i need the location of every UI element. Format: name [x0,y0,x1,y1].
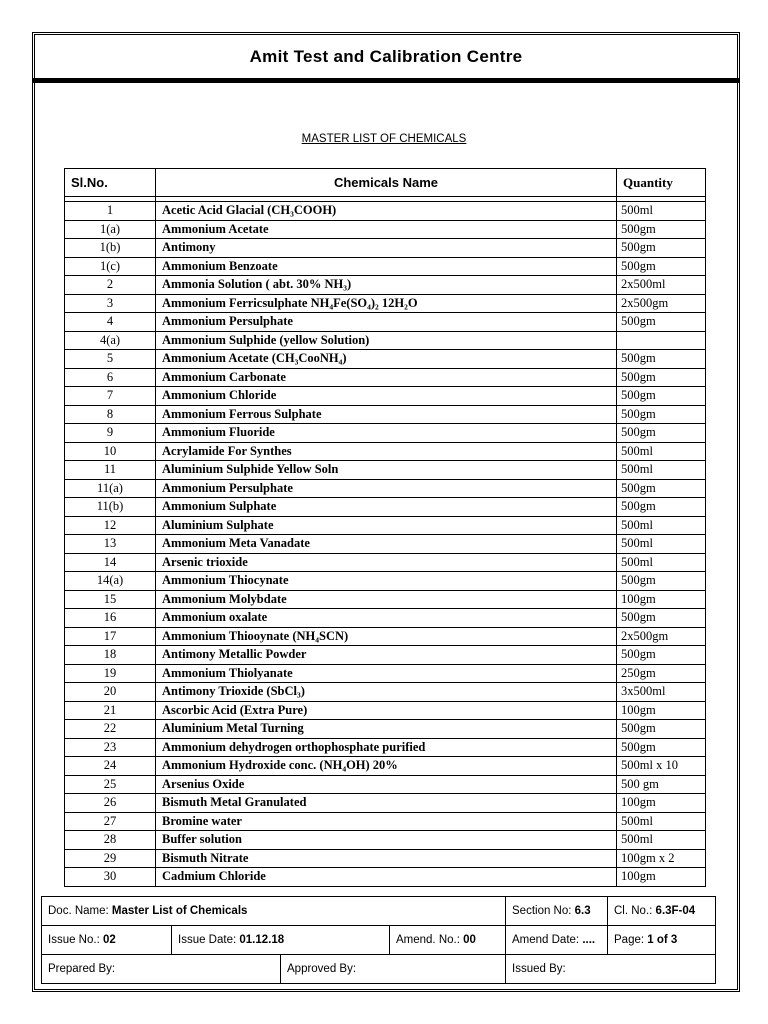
table-row [65,812,706,831]
approved-by-label: Approved By: [287,963,357,975]
chemical-name-cell: Ammonium Acetate [156,220,617,239]
prepared-by-cell [42,955,281,984]
quantity-cell: 500ml [617,442,706,461]
chemical-name-cell: Ammonium Chloride [156,387,617,406]
sl-cell: 29 [65,849,156,868]
quantity-cell: 100gm [617,701,706,720]
quantity-cell: 500ml [617,202,706,221]
sl-cell: 21 [65,701,156,720]
quantity-cell: 500ml [617,553,706,572]
quantity-cell: 2x500gm [617,294,706,313]
cl-no-cell [608,897,716,926]
sl-cell: 19 [65,664,156,683]
quantity-cell: 100gm [617,868,706,887]
quantity-cell: 500gm [617,405,706,424]
sl-cell: 1 [65,202,156,221]
column-header-quantity: Quantity [617,169,706,197]
chemical-name-cell: Buffer solution [156,831,617,850]
sl-cell: 24 [65,757,156,776]
quantity-cell [617,331,706,350]
amend-no-label: Amend. No.: [396,934,464,946]
issue-no-label: Issue No.: [48,934,103,946]
sl-cell: 15 [65,590,156,609]
issue-no-cell [42,926,172,955]
page-value: 1 of 3 [647,934,678,946]
quantity-cell: 500gm [617,572,706,591]
table-row [65,442,706,461]
document-header [34,34,738,80]
chemical-name-cell: Ammonium Sulphate [156,498,617,517]
chemical-name-cell: Ammonium dehydrogen orthophosphate purified [156,738,617,757]
amend-date-label: Amend Date: [512,934,583,946]
sl-cell: 11(a) [65,479,156,498]
sl-cell: 1(c) [65,257,156,276]
doc-name-value: Master List of Chemicals [111,905,248,917]
sl-cell: 11(b) [65,498,156,517]
chemical-name-cell: Ammonium Acetate (CH₃CooNH₄) [156,350,617,369]
quantity-cell: 2x500ml [617,276,706,295]
table-row [65,350,706,369]
table-row [65,498,706,517]
quantity-cell: 500gm [617,220,706,239]
chemical-name-cell: Ammonium Thiooynate (NH₄SCN) [156,627,617,646]
chemical-name-cell: Aluminium Metal Turning [156,720,617,739]
chemical-name-cell: Acrylamide For Synthes [156,442,617,461]
quantity-cell: 500gm [617,239,706,258]
table-row [65,202,706,221]
chemical-name-cell: Ammonium Thiocynate [156,572,617,591]
quantity-cell: 500 gm [617,775,706,794]
chemical-name-cell: Ammonium Meta Vanadate [156,535,617,554]
table-row [65,331,706,350]
table-row [65,572,706,591]
table-row [65,220,706,239]
quantity-cell: 2x500gm [617,627,706,646]
table-row [65,794,706,813]
sl-cell: 1(b) [65,239,156,258]
issued-by-label: Issued By: [512,963,566,975]
quantity-cell: 500gm [617,424,706,443]
doc-name-cell [42,897,506,926]
sl-cell: 8 [65,405,156,424]
table-row [65,868,706,887]
table-row [65,368,706,387]
table-row [65,294,706,313]
table-header-row [65,169,706,197]
quantity-cell: 500gm [617,738,706,757]
quantity-cell: 500gm [617,479,706,498]
quantity-cell: 100gm [617,794,706,813]
sl-cell: 26 [65,794,156,813]
column-header-slno: Sl.No. [65,169,156,197]
quantity-cell: 500gm [617,257,706,276]
approved-by-cell [281,955,506,984]
quantity-cell: 100gm x 2 [617,849,706,868]
quantity-cell: 500gm [617,646,706,665]
table-row [65,424,706,443]
chemical-name-cell: Ammonium Carbonate [156,368,617,387]
quantity-cell: 500gm [617,350,706,369]
issue-date-cell [172,926,390,955]
cl-no-value: 6.3F-04 [655,905,696,917]
page-label: Page: [614,934,648,946]
issue-date-label: Issue Date: [178,934,240,946]
table-row [65,257,706,276]
chemical-name-cell: Aluminium Sulphide Yellow Soln [156,461,617,480]
chemical-name-cell: Antimony Trioxide (SbCl₃) [156,683,617,702]
quantity-cell: 500ml [617,516,706,535]
quantity-cell: 100gm [617,590,706,609]
chemical-name-cell: Ammonium oxalate [156,609,617,628]
chemical-name-cell: Antimony Metallic Powder [156,646,617,665]
sl-cell: 25 [65,775,156,794]
chemical-name-cell: Ammonium Fluoride [156,424,617,443]
table-row [65,387,706,406]
issue-no-value: 02 [102,934,116,946]
quantity-cell: 500ml [617,461,706,480]
column-header-name: Chemicals Name [156,169,617,197]
chemical-name-cell: Ammonium Thiolyanate [156,664,617,683]
sl-cell: 27 [65,812,156,831]
table-row [65,553,706,572]
chemical-name-cell: Antimony [156,239,617,258]
sl-cell: 12 [65,516,156,535]
chemical-name-cell: Bismuth Nitrate [156,849,617,868]
table-row [65,775,706,794]
quantity-cell: 500ml [617,535,706,554]
chemical-name-cell: Ammonium Molybdate [156,590,617,609]
list-title: MASTER LIST OF CHEMICALS [301,133,467,145]
table-row [65,535,706,554]
table-row [65,683,706,702]
sl-cell: 3 [65,294,156,313]
chemical-name-cell: Ascorbic Acid (Extra Pure) [156,701,617,720]
amend-date-cell [506,926,608,955]
sl-cell: 9 [65,424,156,443]
table-row [65,516,706,535]
table-row [65,664,706,683]
table-row [65,276,706,295]
amend-no-value: 00 [463,934,476,946]
chemicals-table [64,168,706,887]
chemical-name-cell: Cadmium Chloride [156,868,617,887]
chemical-name-cell: Ammonium Sulphide (yellow Solution) [156,331,617,350]
quantity-cell: 500gm [617,720,706,739]
sl-cell: 16 [65,609,156,628]
sl-cell: 22 [65,720,156,739]
quantity-cell: 500ml [617,812,706,831]
table-row [65,720,706,739]
table-row [65,239,706,258]
page-cell [608,926,716,955]
sl-cell: 30 [65,868,156,887]
sl-cell: 17 [65,627,156,646]
sl-cell: 14 [65,553,156,572]
table-row [65,701,706,720]
chemical-name-cell: Ammonium Persulphate [156,479,617,498]
chemical-name-cell: Arsenic trioxide [156,553,617,572]
quantity-cell: 500gm [617,387,706,406]
sl-cell: 4 [65,313,156,332]
table-row [65,590,706,609]
issued-by-cell [506,955,716,984]
sl-cell: 2 [65,276,156,295]
quantity-cell: 500gm [617,498,706,517]
section-label: Section No: [512,905,575,917]
amend-date-value: .... [582,934,596,946]
table-row [65,849,706,868]
table-row [65,627,706,646]
chemical-name-cell: Acetic Acid Glacial (CH₃COOH) [156,202,617,221]
quantity-cell: 500gm [617,609,706,628]
sl-cell: 18 [65,646,156,665]
sl-cell: 23 [65,738,156,757]
chemical-name-cell: Bismuth Metal Granulated [156,794,617,813]
chemical-name-cell: Bromine water [156,812,617,831]
table-row [65,405,706,424]
table-row [65,757,706,776]
sl-cell: 1(a) [65,220,156,239]
chemical-name-cell: Ammonium Persulphate [156,313,617,332]
table-row [65,738,706,757]
quantity-cell: 500ml [617,831,706,850]
sl-cell: 13 [65,535,156,554]
section-value: 6.3 [574,905,591,917]
chemical-name-cell: Ammonium Ferricsulphate NH₄Fe(SO₄)₂ 12H₂O [156,294,617,313]
table-row [65,609,706,628]
sl-cell: 10 [65,442,156,461]
sl-cell: 11 [65,461,156,480]
chemical-name-cell: Ammonium Benzoate [156,257,617,276]
prepared-by-label: Prepared By: [48,963,116,975]
chemical-name-cell: Aluminium Sulphate [156,516,617,535]
doc-name-label: Doc. Name: [48,905,112,917]
sl-cell: 7 [65,387,156,406]
company-title: Amit Test and Calibration Centre [249,47,523,66]
chemical-name-cell: Ammonium Ferrous Sulphate [156,405,617,424]
sl-cell: 14(a) [65,572,156,591]
section-cell [506,897,608,926]
table-row [65,479,706,498]
cl-no-label: Cl. No.: [614,905,656,917]
sl-cell: 28 [65,831,156,850]
chemical-name-cell: Ammonia Solution ( abt. 30% NH₃) [156,276,617,295]
quantity-cell: 250gm [617,664,706,683]
quantity-cell: 3x500ml [617,683,706,702]
table-row [65,461,706,480]
quantity-cell: 500ml x 10 [617,757,706,776]
header-divider [32,78,740,83]
document-control-footer [41,896,716,984]
amend-no-cell [390,926,506,955]
sl-cell: 6 [65,368,156,387]
issue-date-value: 01.12.18 [239,934,285,946]
quantity-cell: 500gm [617,368,706,387]
chemical-name-cell: Ammonium Hydroxide conc. (NH₄OH) 20% [156,757,617,776]
table-body [65,197,706,887]
table-row [65,831,706,850]
chemical-name-cell: Arsenius Oxide [156,775,617,794]
sl-cell: 4(a) [65,331,156,350]
table-row [65,646,706,665]
sl-cell: 5 [65,350,156,369]
sl-cell: 20 [65,683,156,702]
table-row [65,313,706,332]
quantity-cell: 500gm [617,313,706,332]
